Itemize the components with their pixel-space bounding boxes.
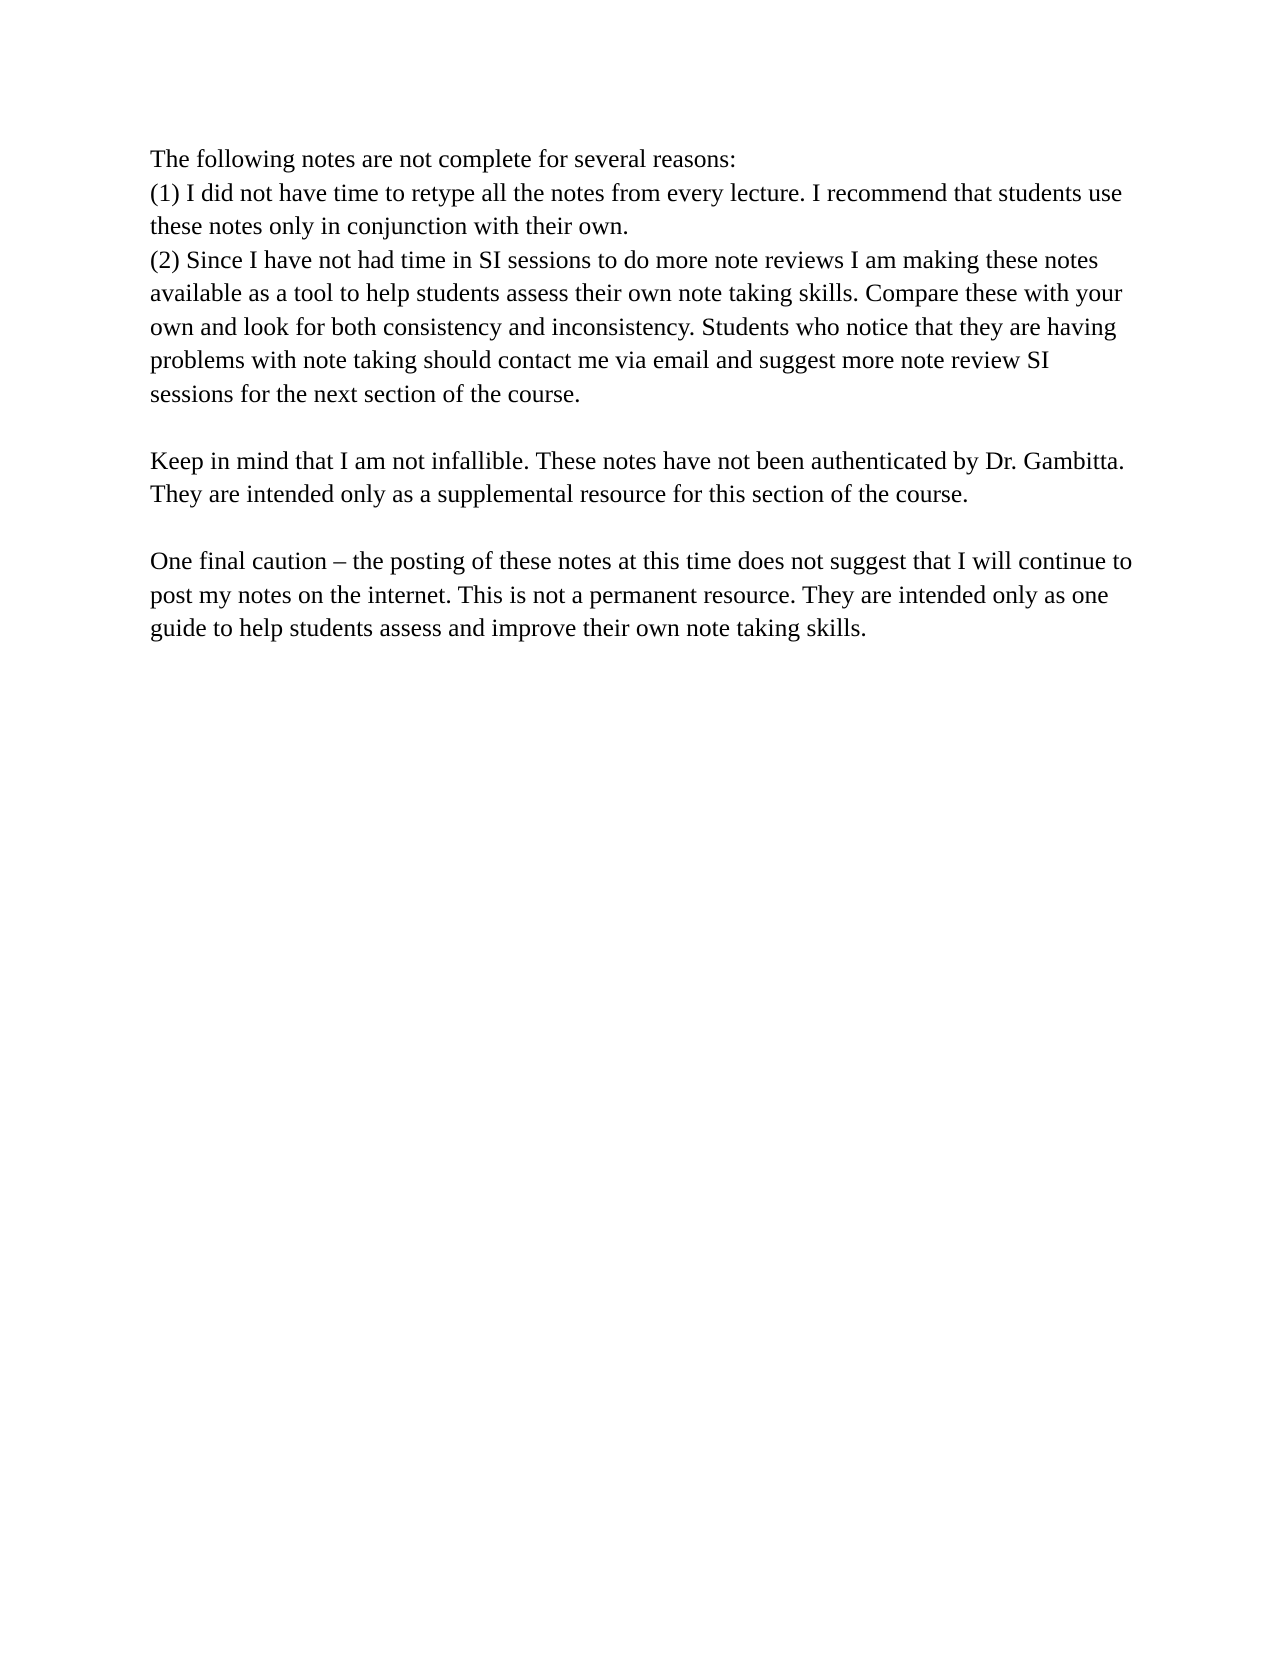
disclaimer-paragraph: Keep in mind that I am not infallible. These notes have not been authenticated by Dr. Gambitta. They are intended only as a supplemental resource for this section of the course.: [150, 445, 1125, 508]
intro-lead: The following notes are not complete for several reasons:: [150, 144, 737, 173]
caution-paragraph: One final caution – the posting of these notes at this time does not suggest that I will continue to post my notes on the internet. This is not a permanent resource. They are intended only as one guide to help students assess and improve their own note taking skills.: [150, 546, 1133, 642]
document-body: [150, 142, 1135, 645]
paragraph-spacer: [150, 511, 1135, 545]
paragraph-spacer: [150, 410, 1135, 444]
intro-item-2: (2) Since I have not had time in SI sessions to do more note reviews I am making these notes available as a tool to help students assess their own note taking skills. Compare these with your own and look for both consistency and inconsistency. Students who notice that they are having problems with note taking should contact me via email and suggest more note review SI sessions for the next section of the course.: [150, 244, 1123, 408]
intro-item-1: (1) I did not have time to retype all the notes from every lecture. I recommend that students use these notes only in conjunction with their own.: [150, 177, 1123, 240]
